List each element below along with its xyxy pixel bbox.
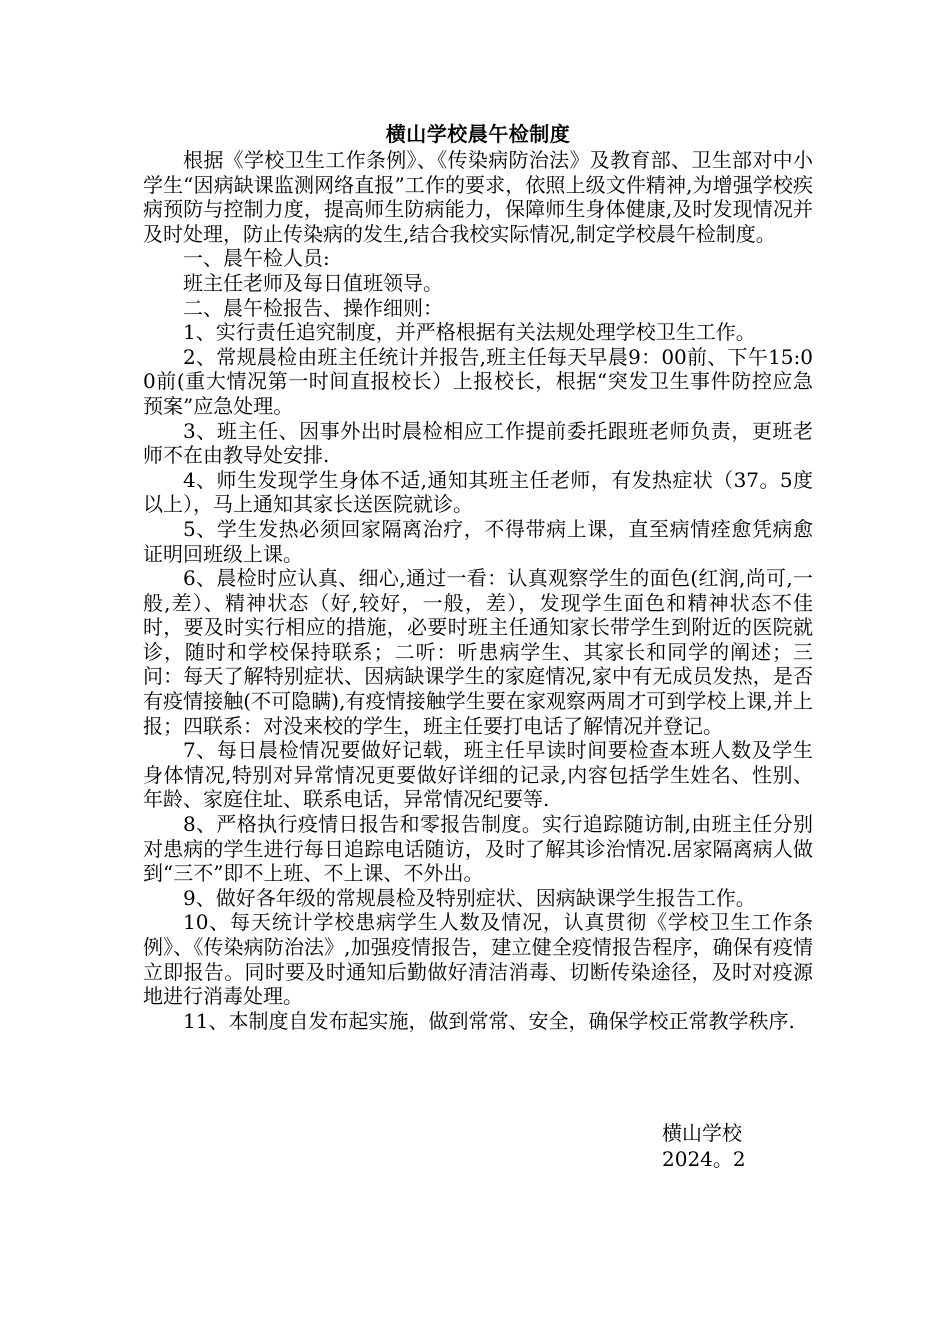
rule-item-4: 4、师生发现学生身体不适,通知其班主任老师，有发热症状（37。5度以上），马上通知其家长送医院就诊。 (143, 467, 813, 517)
document-body (143, 120, 813, 1033)
signature-date: 2024。2 (662, 1147, 746, 1171)
rule-item-8: 8、严格执行疫情日报告和零报告制度。实行追踪随访制,由班主任分别对患病的学生进行每日追踪电话随访，及时了解其诊治情况.居家隔离病人做到“三不”即不上班、不上课、不外出。 (143, 812, 813, 886)
paragraph-intro: 根据《学校卫生工作条例》、《传染病防治法》及教育部、卫生部对中小学生“因病缺课监测网络直报”工作的要求，依照上级文件精神,为增强学校疾病预防与控制力度，提高师生防病能力，保障师生身体健康,及时发现情况并及时处理，防止传染病的发生,结合我校实际情况,制定学校晨午检制度。 (143, 148, 813, 246)
rule-item-9: 9、做好各年级的常规晨检及特别症状、因病缺课学生报告工作。 (183, 885, 756, 910)
rule-item-1: 1、实行责任追究制度，并严格根据有关法规处理学校卫生工作。 (183, 320, 756, 345)
document-title: 横山学校晨午检制度 (385, 122, 571, 146)
rule-item-2: 2、常规晨检由班主任统计并报告,班主任每天早晨9：00前、下午15:00前(重大情况第一时间直报校长）上报校长，根据“突发卫生事件防控应急预案”应急处理。 (143, 344, 813, 418)
signature-org: 横山学校 (662, 1121, 742, 1145)
rule-item-6: 6、晨检时应认真、细心,通过一看：认真观察学生的面色(红润,尚可,一般,差）、精神状态（好,较好，一般，差），发现学生面色和精神状态不佳时，要及时实行相应的措施，必要时班主任通知家长带学生到附近的医院就诊，随时和学校保持联系；二听：听患病学生、其家长和同学的阐述；三问：每天了解特别症状、因病缺课学生的家庭情况,家中有无成员发热，是否有疫情接触(不可隐瞒),有疫情接触学生要在家观察两周才可到学校上课,并上报；四联系：对没来校的学生，班主任要打电话了解情况并登记。 (143, 566, 813, 738)
section-heading-personnel: 一、晨午检人员: (183, 246, 330, 271)
rule-item-7: 7、每日晨检情况要做好记载，班主任早读时间要检查本班人数及学生身体情况,特别对异常情况更要做好详细的记录,内容包括学生姓名、性别、年龄、家庭住址、联系电话，异常情况纪要等. (143, 738, 813, 812)
rule-item-11: 11、本制度自发布起实施，做到常常、安全，确保学校正常教学秩序. (183, 1008, 795, 1033)
rule-item-10: 10、每天统计学校患病学生人数及情况，认真贯彻《学校卫生工作条例》、《传染病防治法》,加强疫情报告，建立健全疫情报告程序，确保有疫情立即报告。同时要及时通知后勤做好清洁消毒、切断传染途径，及时对疫源地进行消毒处理。 (143, 910, 813, 1009)
section-heading-rules: 二、晨午检报告、操作细则： (183, 295, 443, 320)
rule-item-3: 3、班主任、因事外出时晨检相应工作提前委托跟班老师负责，更班老师不在由教导处安排. (143, 418, 813, 468)
rule-item-5: 5、学生发热必须回家隔离治疗，不得带病上课，直至病情痊愈凭病愈证明回班级上课。 (143, 516, 813, 566)
signature-block (662, 1120, 746, 1172)
paragraph-personnel: 班主任老师及每日值班领导。 (183, 270, 443, 295)
